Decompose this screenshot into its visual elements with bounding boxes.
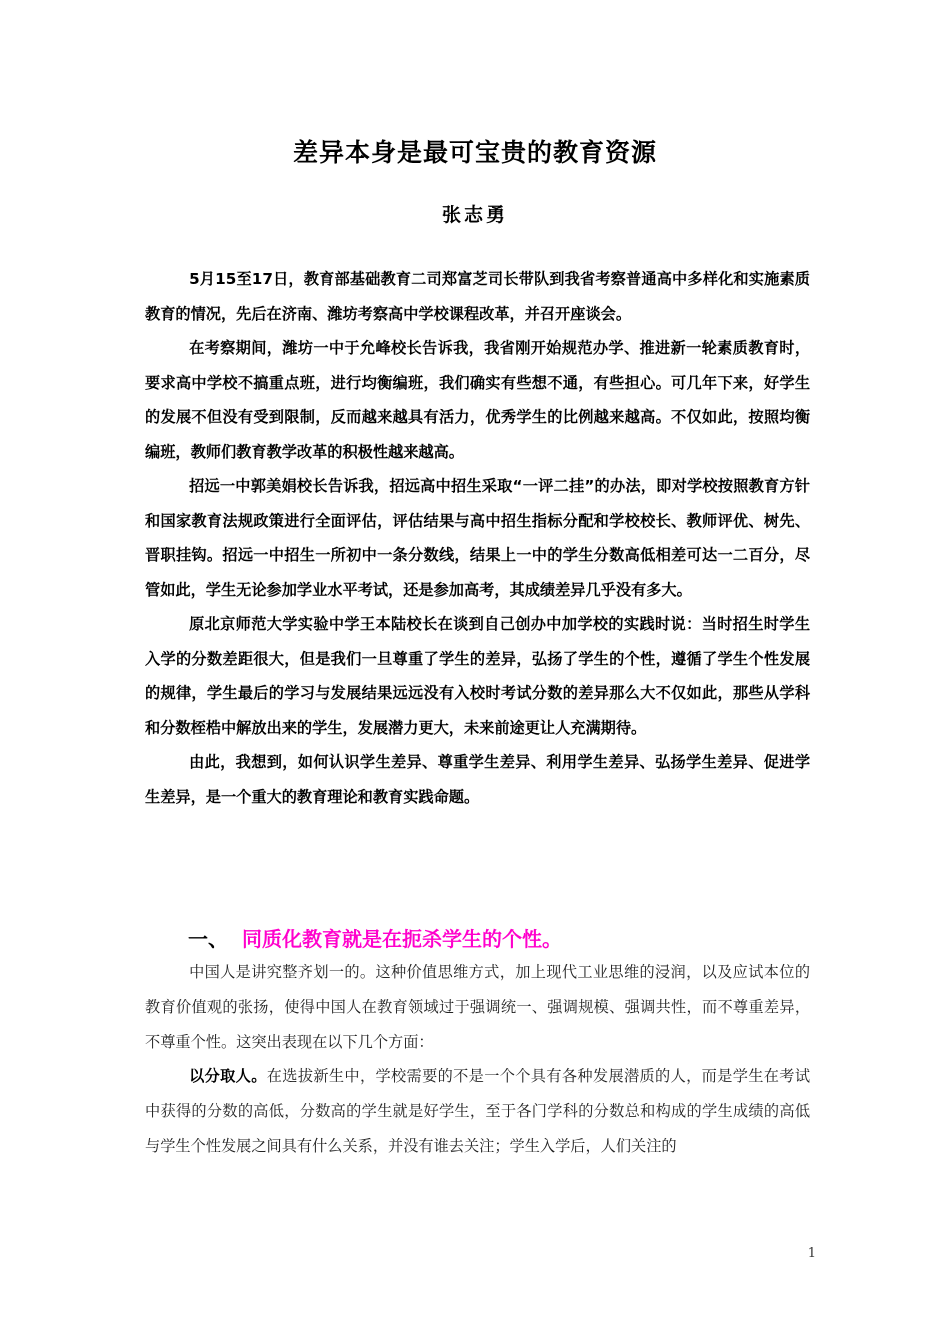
- section-heading-text: 同质化教育就是在扼杀学生的个性。: [242, 927, 562, 951]
- section-heading-number: 一、: [188, 927, 228, 951]
- paragraph-2: 在考察期间，潍坊一中于允峰校长告诉我，我省刚开始规范办学、推进新一轮素质教育时，要求高中学校不搞重点班，进行均衡编班，我们确实有些想不通，有些担心。可几年下来，好学生的发展不但没有受到限制，反而越来越具有活力，优秀学生的比例越来越高。不仅如此，按照均衡编班，教师们教育教学改革的积极性越来越高。: [145, 339, 810, 461]
- section-heading: [188, 922, 808, 956]
- paragraph-3: 招远一中郭美娟校长告诉我，招远高中招生采取“一评二挂”的办法，即对学校按照教育方针和国家教育法规政策进行全面评估，评估结果与高中招生指标分配和学校校长、教师评优、树先、晋职挂钩。招远一中招生一所初中一条分数线，结果上一中的学生分数高低相差可达一二百分，尽管如此，学生无论参加学业水平考试，还是参加高考，其成绩差异几乎没有多大。: [145, 477, 810, 599]
- section-paragraph-1: 中国人是讲究整齐划一的。这种价值思维方式，加上现代工业思维的浸润，以及应试本位的教育价值观的张扬，使得中国人在教育领域过于强调统一、强调规模、强调共性，而不尊重差异，不尊重个性。这突出表现在以下几个方面：: [145, 963, 810, 1051]
- section-paragraph-2-rest: 在选拔新生中，学校需要的不是一个个具有各种发展潜质的人，而是学生在考试中获得的分数的高低，分数高的学生就是好学生，至于各门学科的分数总和构成的学生成绩的高低与学生个性发展之间具有什么关系，并没有谁去关注；学生入学后，人们关注的: [145, 1067, 811, 1155]
- paragraph-5: 由此，我想到，如何认识学生差异、尊重学生差异、利用学生差异、弘扬学生差异、促进学生差异，是一个重大的教育理论和教育实践命题。: [145, 753, 810, 806]
- section-paragraph-2-lead: 以分取人。: [189, 1067, 267, 1086]
- page-number: 1: [807, 1246, 816, 1261]
- paragraph-1: 5月15至17日，教育部基础教育二司郑富芝司长带队到我省考察普通高中多样化和实施素质教育的情况，先后在济南、潍坊考察高中学校课程改革，并召开座谈会。: [145, 270, 810, 323]
- section-body: [145, 955, 810, 1164]
- document-title: 差异本身是最可宝贵的教育资源: [292, 138, 657, 167]
- section-paragraph-2: [145, 1059, 810, 1163]
- paragraph-4: 原北京师范大学实验中学王本陆校长在谈到自己创办中加学校的实践时说：当时招生时学生入学的分数差距很大，但是我们一旦尊重了学生的差异，弘扬了学生的个性，遵循了学生个性发展的规律，学生最后的学习与发展结果远远没有入校时考试分数的差异那么大不仅如此，那些从学科和分数桎梏中解放出来的学生，发展潜力更大，未来前途更让人充满期待。: [145, 615, 810, 737]
- intro-body: [145, 262, 810, 814]
- author-name: 张志勇: [441, 204, 508, 226]
